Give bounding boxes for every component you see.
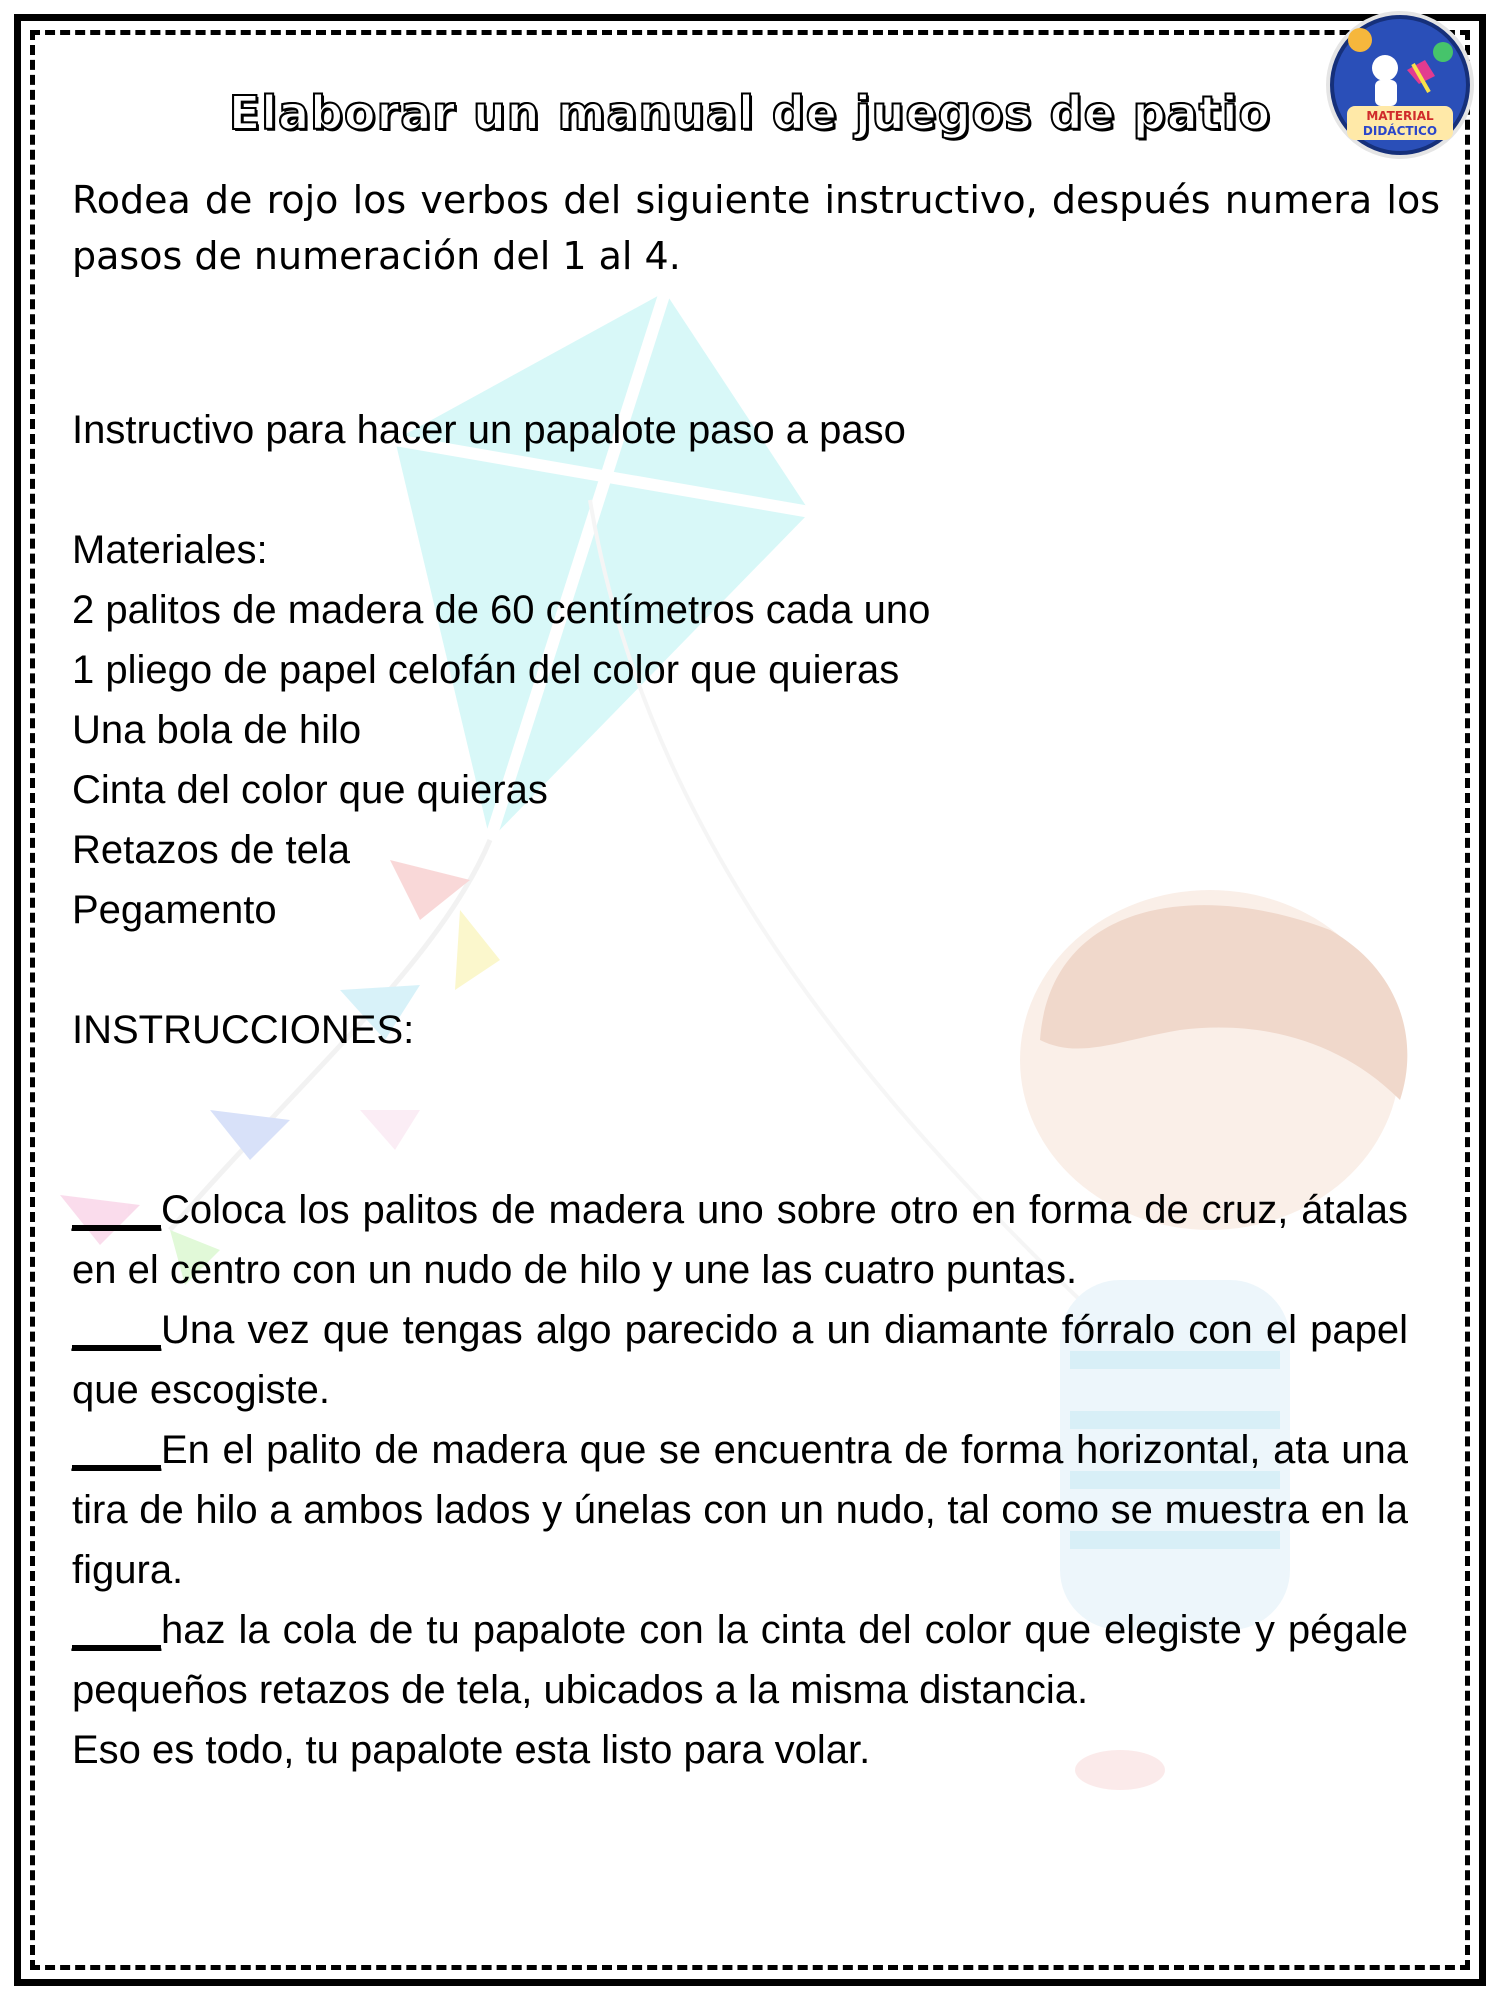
- step-text: Coloca los palitos de madera uno sobre otro en forma de cruz, átalas en el centro con un nudo de hilo y une las cuatro puntas.: [72, 1188, 1408, 1292]
- material-item: Cinta del color que quieras: [72, 768, 548, 812]
- step-text: En el palito de madera que se encuentra de forma horizontal, ata una tira de hilo a ambos lados y únelas con un nudo, tal como se muestra en la figura.: [72, 1428, 1408, 1592]
- worksheet-content: [72, 172, 1444, 1780]
- material-item: Retazos de tela: [72, 828, 350, 872]
- logo-text-line1: MATERIAL: [1366, 109, 1434, 123]
- step-text: haz la cola de tu papalote con la cinta del color que elegiste y pégale pequeños retazos de tela, ubicados a la misma distancia.: [72, 1608, 1408, 1712]
- activity-prompt: Rodea de rojo los verbos del siguiente instructivo, después numera los pasos de numeración del 1 al 4.: [72, 178, 1440, 278]
- instruction-steps: [72, 1180, 1444, 1780]
- material-didactico-logo: [1325, 10, 1475, 160]
- logo-text-line2: DIDÁCTICO: [1362, 124, 1438, 138]
- step-text: Una vez que tengas algo parecido a un diamante fórralo con el papel que escogiste.: [72, 1308, 1408, 1412]
- instruction-step-1: [72, 1180, 1408, 1300]
- instruction-step-2: [72, 1300, 1408, 1420]
- number-blank[interactable]: ____: [72, 1428, 161, 1472]
- number-blank[interactable]: ____: [72, 1308, 161, 1352]
- number-blank[interactable]: ____: [72, 1608, 161, 1652]
- instruction-step-3: [72, 1420, 1408, 1600]
- material-item: 2 palitos de madera de 60 centímetros cada uno: [72, 588, 931, 632]
- page-title: Elaborar un manual de juegos de patio: [228, 86, 1272, 140]
- instructions-heading: INSTRUCCIONES:: [72, 1008, 415, 1052]
- instruction-step-4: [72, 1600, 1408, 1720]
- closing-line: Eso es todo, tu papalote esta listo para volar.: [72, 1728, 871, 1772]
- number-blank[interactable]: ____: [72, 1188, 161, 1232]
- material-item: Una bola de hilo: [72, 708, 362, 752]
- materials-heading: Materiales:: [72, 528, 268, 572]
- instructivo-subtitle: Instructivo para hacer un papalote paso a paso: [72, 408, 906, 452]
- material-item: Pegamento: [72, 888, 277, 932]
- material-item: 1 pliego de papel celofán del color que quieras: [72, 648, 900, 692]
